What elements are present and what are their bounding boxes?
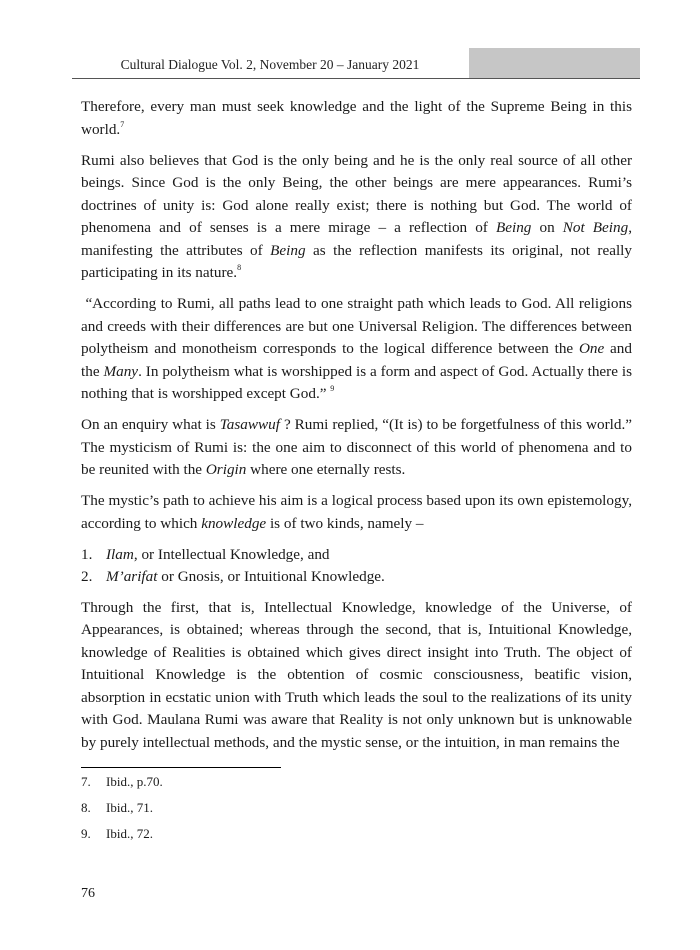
body-text bbox=[81, 96, 632, 763]
footnote-9: 9. Ibid., 72. bbox=[81, 826, 153, 841]
paragraph-2: Rumi also believes that God is the only being and he is the only real source of all other beings. Since God is the only Being, the other beings are mere appearances. Rumi’s doctrines of unity is: God alone really exist; there is nothing but God. The world of phenomena and of senses is a mere mirage – a reflection of Being on Not Being, manifesting the attributes of Being as the reflection manifests its original, not really participating in its nature.$^8$ bbox=[81, 151, 632, 281]
paragraph-4: On an enquiry what is Tasawwuf ? Rumi replied, “(It is) to be forgetfulness of this world.” The mysticism of Rumi is: the one aim to disconnect of this world of phenomena and to be reunited with the Origin where one eternally rests. bbox=[81, 416, 632, 478]
paragraph-1: Therefore, every man must seek knowledge and the light of the Supreme Being in this world.$^7$ bbox=[81, 98, 632, 138]
footnote-7: 7. Ibid., p.70. bbox=[81, 774, 163, 789]
footnote-ref-7[interactable]: 7 bbox=[120, 119, 125, 129]
footnote-8: 8. Ibid., 71. bbox=[81, 800, 153, 815]
footnote-ref-8[interactable]: 8 bbox=[237, 263, 242, 272]
header-shaded-block bbox=[469, 48, 640, 78]
knowledge-kinds-list bbox=[81, 544, 632, 589]
list-item: 2. M’arifat or Gnosis, or Intuitional Knowledge. bbox=[81, 568, 385, 585]
paragraph-6: Through the first, that is, Intellectual Knowledge, knowledge of the Universe, of Appearances, is obtained; whereas through the second, that is, Intuitional Knowledge, knowledge of Realities is obtained which gives direct insight into Truth. The object of Intuitional Knowledge is the obtention of cosmic consciousness, beatific vision, absorption in ecstatic union with Truth which leads the soul to the realizations of its unity with God. Maulana Rumi was aware that Reality is not only unknown but is unknowable by purely intellectual methods, and the mystic sense, or the intuition, in man remains the bbox=[81, 598, 632, 751]
journal-title: Cultural Dialogue Vol. 2, November 20 – January 2021 bbox=[120, 57, 420, 72]
footnotes bbox=[81, 772, 163, 850]
paragraph-3: “According to Rumi, all paths lead to one straight path which leads to God. All religions and creeds with their differences are but one Universal Religion. The differences between polytheism and monotheism corresponds to the logical difference between the One and the Many. In polytheism what is worshipped is a form and aspect of God. Actually there is nothing that is worshipped except God.” $^9$ bbox=[81, 295, 632, 402]
footnote-ref-9[interactable]: 9 bbox=[330, 384, 335, 393]
list-item: 1. Ilam, or Intellectual Knowledge, and bbox=[81, 545, 330, 563]
page-number: 76 bbox=[81, 886, 95, 901]
paragraph-5: The mystic’s path to achieve his aim is a logical process based upon its own epistemology, according to which knowledge is of two kinds, namely – bbox=[81, 492, 632, 532]
running-header bbox=[72, 48, 640, 79]
footnote-divider bbox=[81, 767, 281, 768]
